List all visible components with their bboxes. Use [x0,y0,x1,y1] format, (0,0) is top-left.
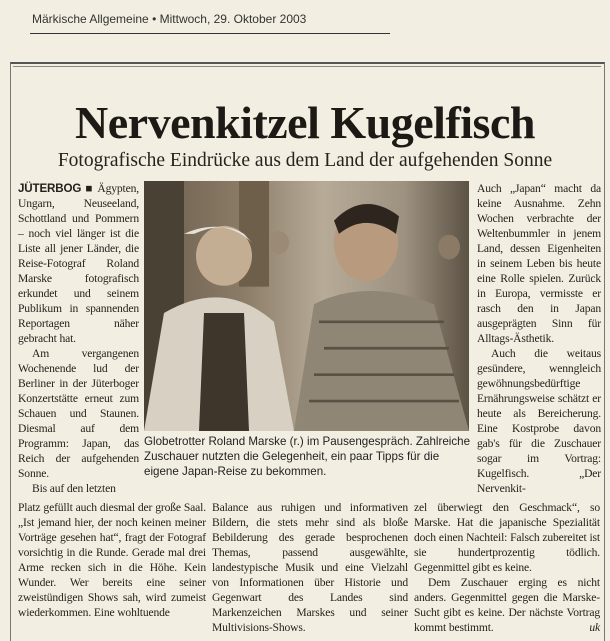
issue-date: Mittwoch, 29. Oktober 2003 [159,12,307,26]
paragraph: Balance aus ruhigen und informativen Bildern, die stets mehr sind als bloße Bebilderung des gerade besprochenen Themas, passend ausgewählte, landestypische Musik und eine Vielzahl von Informationen über Historie und Gegenwart des Landes sind Markenzeichen Marskes und seiner Multivisions-Shows. [212,501,408,634]
column-1-bottom [18,500,206,620]
paragraph-text: Dem Zuschauer erging es nicht anders. Gegenmittel gegen die Marske-Sucht gibt es keine. Der nächste Vortrag kommt bestimmt. [414,576,600,634]
paragraph: Am vergangenen Wochenende lud der Berliner in der Jüterboger Konzertstätte erneut zum Schauen und Staunen. Diesmal auf dem Programm: Japan, das Reich der aufgehenden Sonne. [18,347,139,480]
article-body [18,0,600,641]
headline: Nervenkitzel Kugelfisch [75,97,535,148]
paragraph: Platz gefüllt auch diesmal der große Saal. „Ist jemand hier, der noch keinen meiner Vorträge gesehen hat“, fragt der Fotograf vorsichtig in die Runde. Gerade mal drei Arme recken sich in die Höhe. Kein Wunder. Wer bereits eine seiner zweistündigen Shows sah, wird zumeist wiederkommen. Eine wohltuende [18,501,206,619]
paragraph [414,575,600,635]
separator-bullet: • [152,12,157,26]
paragraph [18,181,139,346]
article-lower-row [18,500,600,635]
paragraph: Bis auf den letzten [32,482,116,495]
paragraph: zel überwiegt den Geschmack“, so Marske. Hat die japanische Spezialität doch einen Nachteil: Falsch zubereitet ist sie hundertprozentig tödlich. Gegenmittel gibt es keine. [414,501,600,574]
photo-block [144,181,472,479]
photo-caption: Globetrotter Roland Marske (r.) im Pausengespräch. Zahlreiche Zuschauer nutzten die Gelegenheit, ein paar Tipps für die eigene Japan-Reise zu bekommen. [144,435,471,478]
column-3-bottom [414,500,600,635]
photo-illustration [144,181,469,431]
article-photo [144,181,469,431]
paragraph: Auch die weitaus gesündere, wenngleich gewöhnungsbedürftige Ernährungsweise schätzt er heute als Bereicherung. Eine Kostprobe davon gab's für die Zuschauer sogar im Vortrag: Kugelfisch. „Der Nervenkit- [477,347,601,495]
paragraph-text: Ägypten, Ungarn, Neuseeland, Schottland und Pommern – noch viel länger ist die Liste all jener Länder, die Reise-Fotograf Roland Marske fotografisch erkundet und seinem Publikum in spannenden Reportagen näher gebracht hat. [18,182,139,345]
dateline: JÜTERBOG ■ [18,182,94,195]
newspaper-name: Märkische Allgemeine [32,12,149,26]
column-3 [477,181,601,496]
column-2-bottom [212,500,408,635]
article-upper-row [18,181,600,496]
column-1 [18,181,139,496]
author-signature: uk [589,621,600,634]
paragraph: Auch „Japan“ macht da keine Ausnahme. Zehn Wochen verbrachte der Weltenbummler in jenem Land, dessen Eigenheiten in seinem Leben bis heute eine Rolle spielen. Zurück in Europa, vermisste er rasch den in Japan ausgeprägten Sinn für Alltags-Ästhetik. [477,182,601,345]
subheadline: Fotografische Eindrücke aus dem Land der aufgehenden Sonne [57,150,553,171]
